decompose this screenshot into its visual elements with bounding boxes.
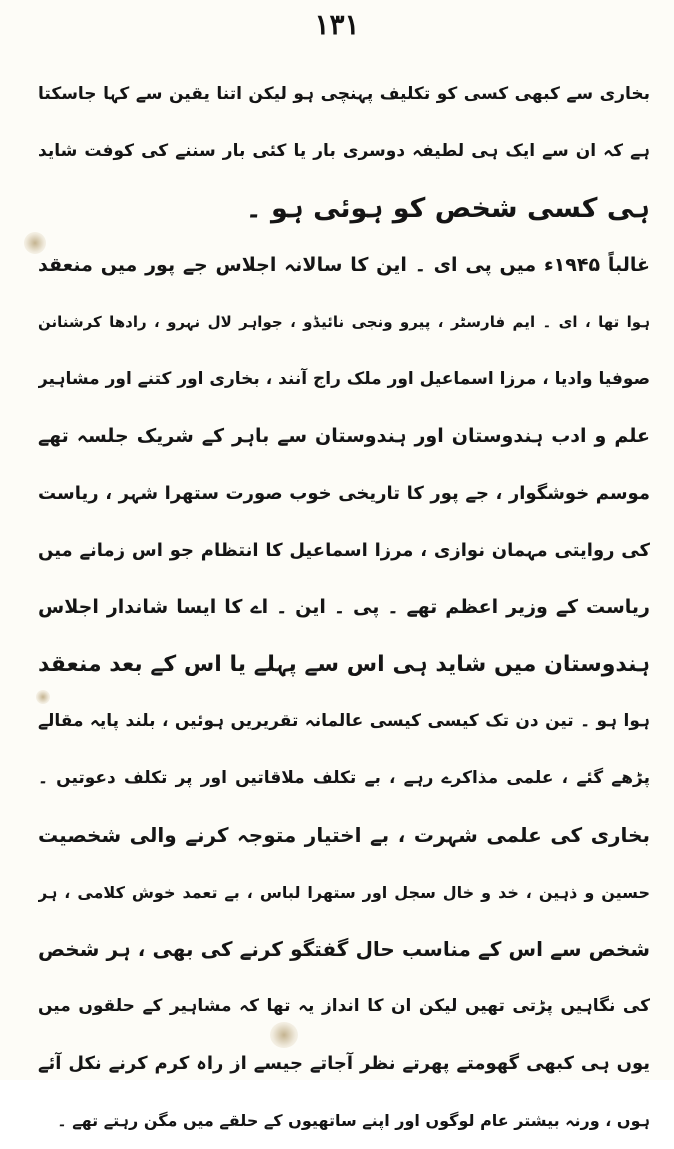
page-number: ۱۳۱: [314, 8, 360, 41]
text-line: شخص سے اس کے مناسب حال گفتگو کرنے کی بھی ، ہر شخص: [38, 937, 650, 961]
urdu-text-block: [38, 66, 650, 1149]
text-line: ہوں ، ورنہ بیشتر عام لوگوں اور اپنے ساتھیوں کے حلقے میں مگن رہتے تھے ۔: [57, 1111, 650, 1130]
text-line: صوفیا وادیا ، مرزا اسماعیل اور ملک راج آنند ، بخاری اور کتنے اور مشاہیر: [38, 369, 650, 389]
text-line: حسین و ذہین ، خد و خال سجل اور ستھرا لباس ، بے تعمد خوش کلامی ، ہر: [38, 883, 650, 902]
text-line: پڑھے گئے ، علمی مذاکرے رہے ، بے تکلف ملاقاتیں اور پر تکلف دعوتیں ۔: [38, 768, 650, 788]
text-line: کی روایتی مہمان نوازی ، مرزا اسماعیل کا انتظام جو اس زمانے میں: [38, 540, 650, 561]
text-line: ہی کسی شخص کو ہوئی ہو ۔: [245, 193, 650, 224]
text-line: علم و ادب ہندوستان اور ہندوستان سے باہر کے شریک جلسہ تھے: [38, 425, 650, 447]
text-line: بخاری سے کبھی کسی کو تکلیف پہنچی ہو لیکن اتنا یقین سے کہا جاسکتا: [38, 84, 650, 104]
text-line: ہوا تھا ، ای ۔ ایم فارسٹر ، پیرو ونجی نائیڈو ، جواہر لال نہرو ، رادھا کرشنانن: [38, 313, 650, 331]
text-line: بخاری کی علمی شہرت ، بے اختیار متوجہ کرنے والی شخصیت: [38, 823, 650, 847]
text-line: ہوا ہو ۔ تین دن تک کیسی کیسی عالمانہ تقریریں ہوئیں ، بلند پایہ مقالے: [38, 711, 650, 731]
text-line: یوں ہی کبھی گھومتے پھرتے نظر آجاتے جیسے از راہ کرم کرنے نکل آئے: [38, 1053, 650, 1074]
text-line: غالباً ۱۹۴۵ء میں پی ای ۔ این کا سالانہ اجلاس جے پور میں منعقد: [38, 254, 650, 276]
text-line: کی نگاہیں پڑتی تھیں لیکن ان کا انداز یہ تھا کہ مشاہیر کے حلقوں میں: [38, 996, 650, 1016]
text-line: ہے کہ ان سے ایک ہی لطیفہ دوسری بار یا کئی بار سننے کی کوفت شاید: [38, 141, 650, 161]
text-line: ریاست کے وزیر اعظم تھے ۔ پی ۔ این ۔ اے کا ایسا شاندار اجلاس: [38, 596, 650, 618]
text-line: ہندوستان میں شاید ہی اس سے پہلے یا اس کے بعد منعقد: [38, 652, 650, 677]
text-line: موسم خوشگوار ، جے پور کا تاریخی خوب صورت ستھرا شہر ، ریاست: [38, 483, 650, 504]
